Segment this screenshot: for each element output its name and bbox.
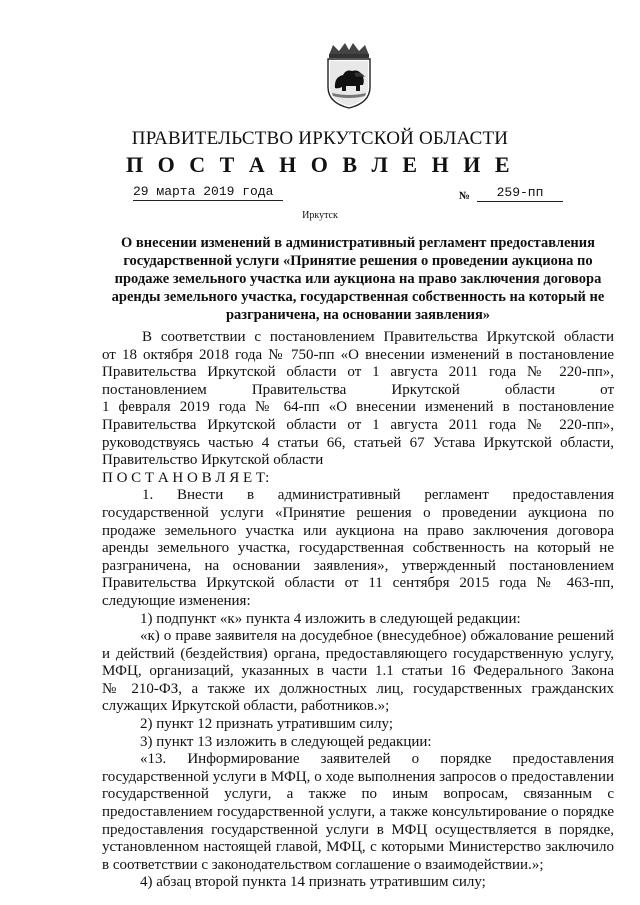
- body-line: П О С Т А Н О В Л Я Е Т:: [102, 469, 270, 486]
- heading-line: государственной услуги «Принятие решения о проведении аукциона по: [123, 253, 593, 269]
- body-line: 2) пункт 12 признать утратившим силу;: [140, 716, 394, 733]
- body-line: следующие изменения:: [102, 592, 251, 609]
- decree-date: 29 марта 2019 года: [133, 184, 283, 201]
- body-line: «13. Информирование заявителей о порядке предоставления: [140, 751, 614, 768]
- body-line: 3) пункт 13 изложить в следующей редакции:: [140, 733, 432, 750]
- body-line: государственной услуги в МФЦ, о ходе выполнения запросов о предоставлении: [102, 768, 614, 785]
- decree-number: 259-пп: [477, 185, 563, 202]
- body-line: служащих Иркутской области, работников.»;: [102, 698, 390, 715]
- body-line: государственной услуги «Принятие решения о проведении аукциона по: [102, 504, 614, 521]
- body-line: «к) о праве заявителя на досудебное (внесудебное) обжалование решений: [140, 628, 614, 645]
- body-line: МФЦ, организаций, указанных в части 1.1 статьи 16 Федерального Закона: [102, 663, 614, 680]
- heading-line: продаже земельного участка или аукциона на право заключения договора: [114, 271, 602, 287]
- body-line: установленном настоящей главой, МФЦ, с которыми Министерство заключило: [102, 839, 614, 856]
- body-line: государственной услуги, а также по иным вопросам, связанным с: [102, 786, 614, 803]
- decree-heading: [102, 234, 614, 324]
- body-line: от 18 октября 2018 года № 750-пп «О внесении изменений в постановление: [102, 346, 614, 363]
- body-line: постановлением Правительства Иркутской области от: [102, 381, 614, 398]
- document-type-title: П О С Т А Н О В Л Е Н И Е: [125, 152, 515, 177]
- body-line: руководствуясь частью 4 статьи 66, статьей 67 Устава Иркутской области,: [102, 434, 614, 451]
- body-line: и действий (бездействия) органа, предоставляющего государственную услугу,: [102, 645, 614, 662]
- body-line: № 210-ФЗ, а также их должностных лиц, государственных гражданских: [102, 680, 614, 697]
- heading-line: разграничена, на основании заявления»: [225, 307, 491, 323]
- body-line: разграничена, на основании заявления», утвержденный постановлением: [102, 557, 614, 574]
- body-line: 1 февраля 2019 года № 64-пп «О внесении изменений в постановление: [102, 399, 614, 416]
- body-line: в соответствии с законодательством соглашение о взаимодействии.»;: [102, 856, 544, 873]
- body-line: аренды земельного участка, государственная собственность на который не: [102, 540, 614, 557]
- body-line: 1) подпункт «к» пункта 4 изложить в следующей редакции:: [140, 610, 521, 627]
- body-line: В соответствии с постановлением Правительства Иркутской области: [142, 329, 614, 345]
- body-line: продаже земельного участка или аукциона на право заключения договора: [102, 522, 614, 539]
- government-title: ПРАВИТЕЛЬСТВО ИРКУТСКОЙ ОБЛАСТИ: [131, 128, 509, 149]
- body-line: Правительства Иркутской области от 1 августа 2011 года № 220-пп»,: [102, 416, 614, 433]
- issue-city: Иркутск: [302, 210, 338, 221]
- body-line: 1. Внести в административный регламент предоставления: [142, 487, 614, 504]
- heading-line: аренды земельного участка, государственная собственность на который не: [111, 289, 605, 305]
- body-line: 4) абзац второй пункта 14 признать утратившим силу;: [140, 874, 486, 891]
- heading-line: О внесении изменений в административный регламент предоставления: [121, 235, 595, 251]
- body-line: Правительства Иркутской области от 1 августа 2011 года № 220-пп»,: [102, 364, 614, 381]
- body-line: предоставлением государственной услуги, а также консультирование о порядке: [102, 804, 614, 821]
- body-line: предоставления государственной услуги в МФЦ осуществляется в порядке,: [102, 821, 614, 838]
- body-line: Правительство Иркутской области: [102, 452, 324, 469]
- number-sign: №: [459, 190, 471, 202]
- decree-body: [102, 329, 614, 892]
- body-line: Правительства Иркутской области от 11 сентября 2015 года № 463-пп,: [102, 575, 614, 592]
- irkutsk-coat-of-arms-icon: [319, 41, 379, 109]
